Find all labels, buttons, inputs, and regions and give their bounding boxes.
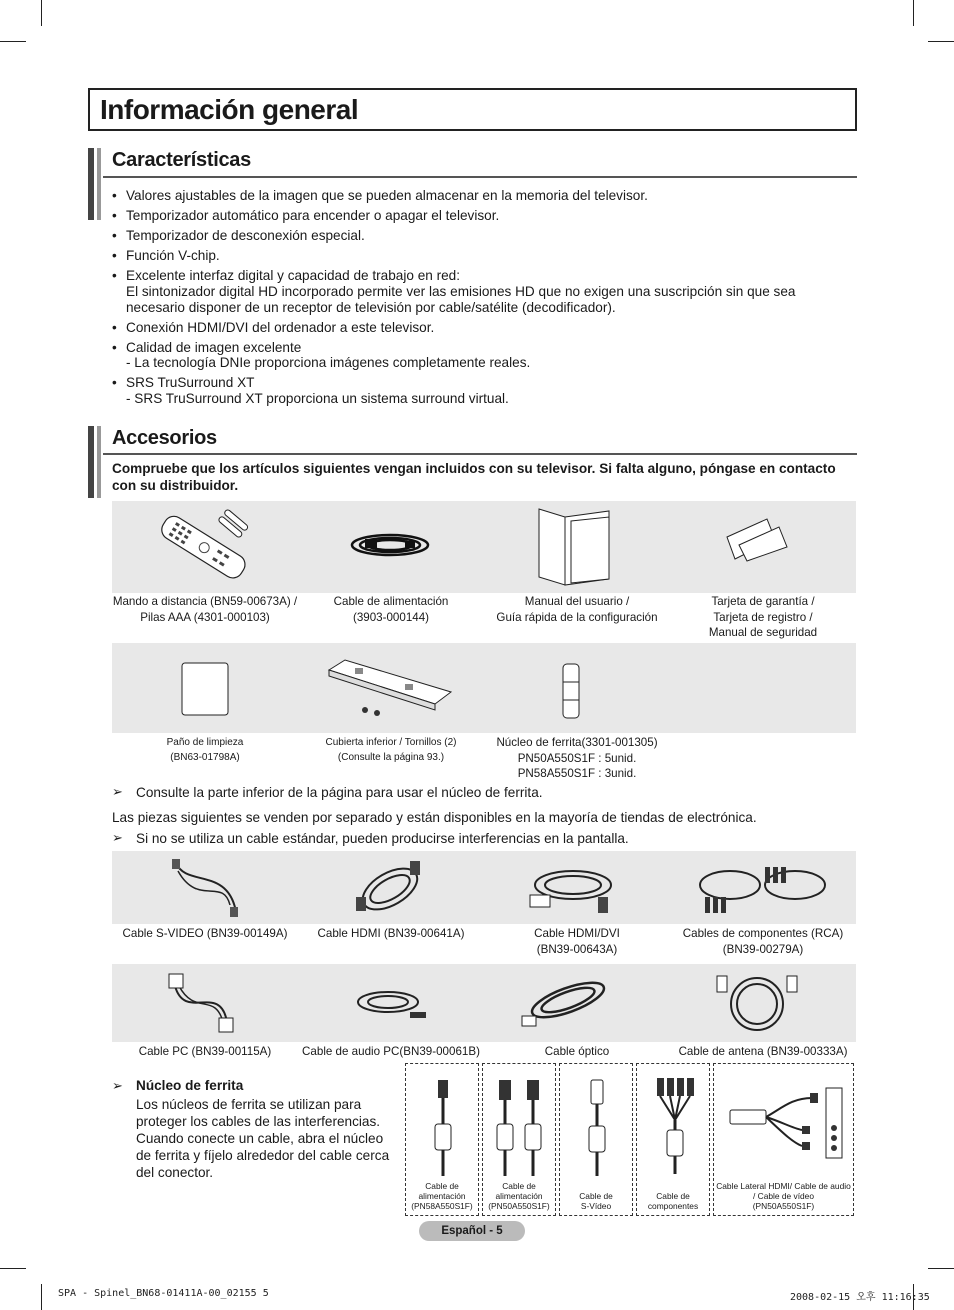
ferrite-panel <box>713 1063 854 1216</box>
section-bar <box>97 426 101 498</box>
accessories-intro: Compruebe que los artículos siguientes vengan incluidos con su televisor. Si falta alguno, póngase en contacto con su distribuidor. <box>112 461 836 493</box>
ferrite-caption: Cable Lateral HDMI/ Cable de audio / Cable de vídeo (PN50A550S1F) <box>716 1181 851 1211</box>
section-rule <box>103 453 857 455</box>
cleaning-cloth-icon <box>180 661 230 717</box>
accessory-caption: Cable de antena (BN39-00333A) <box>678 1045 848 1058</box>
power-cable-ferrite-icon <box>493 1078 548 1178</box>
accessory-caption: Cable S-VIDEO (BN39-00149A) <box>122 927 288 940</box>
ferrite-caption: Cable de S-Vídeo <box>579 1191 613 1211</box>
hdmi-dvi-cable-icon <box>528 857 618 919</box>
accessory-caption: Tarjeta de garantía / Tarjeta de registro / Manual de seguridad <box>708 595 818 639</box>
ferrite-caption: Cable de alimentación (PN58A550S1F) <box>411 1181 473 1211</box>
arrow-icon: ➢ <box>112 784 123 799</box>
list-item: • Función V-chip. <box>112 248 852 264</box>
footer-right: 2008-02-15 오후 11:16:35 <box>790 1292 930 1303</box>
accessory-caption: Paño de limpieza (BN63-01798A) <box>166 737 244 763</box>
s-video-ferrite-icon <box>584 1078 610 1178</box>
note-ferrite: Consulte la parte inferior de la página para usar el núcleo de ferrita. <box>136 785 543 800</box>
s-video-cable-icon <box>168 857 243 919</box>
arrow-icon: ➢ <box>112 1078 123 1093</box>
accessory-caption: Cables de componentes (RCA) (BN39-00279A) <box>682 927 844 956</box>
accessory-caption: Cable óptico <box>544 1045 610 1058</box>
page-title: Información general <box>100 94 359 125</box>
accessory-caption: Manual del usuario / Guía rápida de la configuración <box>496 595 658 624</box>
accessory-caption: Mando a distancia (BN59-00673A) / Pilas AAA (4301-000103) <box>112 595 298 624</box>
separate-parts-text: Las piezas siguientes se venden por separado y están disponibles en la mayoría de tiendas de electrónica. <box>112 810 757 825</box>
ferrite-caption: Cable de alimentación (PN50A550S1F) <box>488 1181 550 1211</box>
crop-mark <box>41 1284 42 1310</box>
optical-cable-icon <box>518 976 613 1032</box>
list-item: • Valores ajustables de la imagen que se pueden almacenar en la memoria del televisor. <box>112 188 852 204</box>
list-item: • Temporizador de desconexión especial. <box>112 228 852 244</box>
accessory-caption: Núcleo de ferrita(3301-001305) PN50A550S1F : 5unid. PN58A550S1F : 3unid. <box>496 736 658 780</box>
bottom-cover-icon <box>325 658 455 718</box>
features-heading: Características <box>112 149 251 171</box>
ferrite-core-icon <box>560 662 582 720</box>
page-title-box <box>88 88 857 131</box>
component-cables-icon <box>695 857 830 919</box>
ferrite-title: Núcleo de ferrita <box>136 1078 244 1093</box>
features-list <box>112 188 852 411</box>
remote-control-icon <box>150 505 260 585</box>
side-hdmi-ferrite-icon <box>722 1088 850 1158</box>
pc-cable-icon <box>165 972 240 1034</box>
accessory-caption: Cable HDMI (BN39-00641A) <box>317 927 465 940</box>
section-bar <box>88 148 94 220</box>
crop-mark <box>41 0 42 26</box>
crop-mark <box>928 41 954 42</box>
hdmi-cable-icon <box>350 857 430 919</box>
crop-mark <box>0 41 26 42</box>
ferrite-panel <box>482 1063 556 1216</box>
accessory-caption: Cable PC (BN39-00115A) <box>138 1045 272 1058</box>
crop-mark <box>913 0 914 26</box>
power-cable-icon <box>345 525 435 565</box>
section-bar <box>88 426 94 498</box>
accessory-caption: Cable HDMI/DVI (BN39-00643A) <box>534 927 620 956</box>
component-ferrite-icon <box>653 1076 697 1176</box>
section-bar <box>97 148 101 220</box>
crop-mark <box>928 1268 954 1269</box>
page-number-badge: Español - 5 <box>419 1221 525 1241</box>
list-item: • SRS TruSurround XT - SRS TruSurround XT proporciona un sistema surround virtual. <box>112 375 852 407</box>
accessory-caption: Cable de audio PC(BN39-00061B) <box>302 1045 480 1058</box>
list-item: • Conexión HDMI/DVI del ordenador a este televisor. <box>112 320 852 336</box>
ferrite-panel <box>559 1063 633 1216</box>
crop-mark <box>0 1268 26 1269</box>
ferrite-caption: Cable de componentes <box>647 1191 699 1211</box>
accessories-heading: Accesorios <box>112 427 217 449</box>
note-cable: Si no se utiliza un cable estándar, pueden producirse interferencias en la pantalla. <box>136 831 629 846</box>
ferrite-panel <box>636 1063 710 1216</box>
antenna-cable-icon <box>715 972 800 1034</box>
power-cable-ferrite-icon <box>428 1078 458 1178</box>
section-rule <box>103 176 857 178</box>
footer-left: SPA - Spinel_BN68-01411A-00_02155 5 <box>58 1288 269 1299</box>
list-item: • Temporizador automático para encender o apagar el televisor. <box>112 208 852 224</box>
list-item: • Calidad de imagen excelente - La tecnología DNIe proporciona imágenes completamente reales. <box>112 340 852 372</box>
ferrite-description: Los núcleos de ferrita se utilizan para proteger los cables de las interferencias. Cuando conecte un cable, abra el núcleo de ferrita y fíjelo alrededor del cable cerca del conector. <box>136 1097 390 1180</box>
ferrite-panel <box>405 1063 479 1216</box>
accessory-caption: Cable de alimentación (3903-000144) <box>333 595 449 624</box>
list-item: • Excelente interfaz digital y capacidad de trabajo en red: El sintonizador digital HD incorporado permite ver las emisiones HD que no exigen una suscripción sin que sea necesario disponer de un receptor de televisión por cable/satélite (decodificador). <box>112 268 852 315</box>
pc-audio-cable-icon <box>350 978 430 1030</box>
manual-icon <box>535 507 615 587</box>
accessory-caption: Cubierta inferior / Tornillos (2) (Consulte la página 93.) <box>325 737 457 763</box>
warranty-card-icon <box>725 517 790 562</box>
arrow-icon: ➢ <box>112 830 123 845</box>
